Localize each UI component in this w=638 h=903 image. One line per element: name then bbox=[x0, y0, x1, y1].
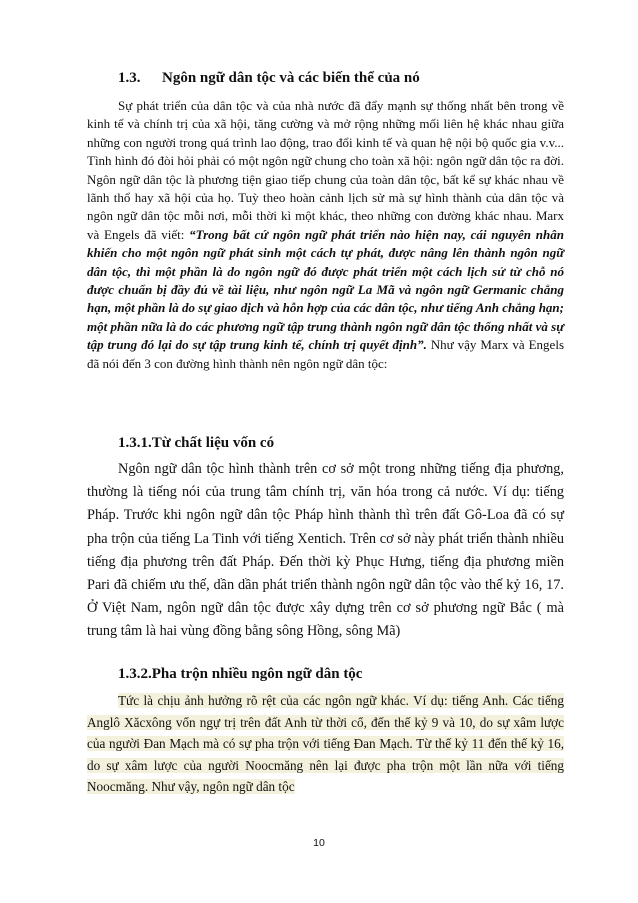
marx-engels-quote: “Trong bất cứ ngôn ngữ phát triển nào hiện nay, cái nguyên nhân khiến cho một ngôn ngữ phát sinh một cách tự phát, được nâng lên thành ngôn ngữ dân tộc, thì một phần là do ngôn ngữ đó được phát triển một cách lịch sử từ chỗ nó được chuẩn bị đầy đủ về tài liệu, như ngôn ngữ La Mã và ngôn ngữ Germanic chẳng hạn, một phần là do sự giao dịch và hỗn hợp của các dân tộc, như tiếng Anh chẳng hạn; một phần nữa là do các phương ngữ tập trung thành ngôn ngữ dân tộc thống nhất và sự tập trung đó lại do sự tập trung kinh tế, chính trị quyết định”. bbox=[87, 226, 564, 353]
section-title: Ngôn ngữ dân tộc và các biến thể của nó bbox=[162, 70, 420, 86]
subsection-heading-2: 1.3.2.Pha trộn nhiều ngôn ngữ dân tộc bbox=[118, 666, 363, 682]
intro-text: Sự phát triển của dân tộc và của nhà nước đã đẩy mạnh sự thống nhất bên trong về kinh tế và chính trị của xã hội, tăng cường và mở rộng những mối liên hệ khác nhau giữa những con người trong quá trình lao động, trao đổi kinh tế và quan hệ nội bộ quốc gia v.v... Tình hình đó đòi hỏi phải có một ngôn ngữ chung cho toàn xã hội: ngôn ngữ dân tộc ra đời. Ngôn ngữ dân tộc là phương tiện giao tiếp chung của toàn dân tộc, bất kể sự khác nhau về lãnh thổ hay xã hội của họ. Tuỳ theo hoàn cảnh lịch sử mà sự hình thành của dân tộc và ngôn ngữ dân tộc mỗi nơi, mỗi thời kì một khác, theo những con đường khác nhau. Marx và Engels đã viết: bbox=[87, 98, 564, 242]
subsection-2-paragraph bbox=[87, 690, 564, 798]
subsection-1-paragraph: Ngôn ngữ dân tộc hình thành trên cơ sở một trong những tiếng địa phương, thường là tiếng nói của trung tâm chính trị, văn hóa trong cả nước. Ví dụ: tiếng Pháp. Trước khi ngôn ngữ dân tộc Pháp hình thành thì trên đất Gô-Loa đã có sự pha trộn của tiếng La Tinh với tiếng Xentich. Trên cơ sở này phát triển thành nhiều tiếng địa phương trên đất Pháp. Đến thời kỳ Phục Hưng, tiếng địa phương miền Pari đã chiếm ưu thế, dần dần phát triển thành ngôn ngữ dân tộc vào thế kỷ 16, 17. Ở Việt Nam, ngôn ngữ dân tộc được xây dựng trên cơ sở phương ngữ Bắc ( mà trung tâm là hai vùng đồng bằng sông Hồng, sông Mã) bbox=[87, 461, 564, 640]
section-number: 1.3. bbox=[118, 70, 141, 86]
subsection-2-text: Tức là chịu ảnh hưởng rõ rệt của các ngôn ngữ khác. Ví dụ: tiếng Anh. Các tiếng Anglô Xăcxông vốn ngự trị trên đất Anh từ thời cổ, đến thế kỷ 9 và 10, do sự xâm lược của người Đan Mạch mà có sự pha trộn với tiếng Đan Mạch. Từ thế kỷ 11 đến thế kỷ 16, do sự xâm lược của người Noocmăng nên lại được pha trộn một lần nữa với tiếng Noocmăng. Như vậy, ngôn ngữ dân tộc bbox=[87, 693, 564, 795]
intro-conclusion: Như vậy Marx và Engels đã nói đến 3 con đường hình thành nên ngôn ngữ dân tộc: bbox=[87, 337, 565, 371]
subsection-heading-1: 1.3.1.Từ chất liệu vốn có bbox=[118, 435, 275, 451]
page-number: 10 bbox=[313, 837, 325, 849]
section-heading bbox=[118, 70, 420, 87]
intro-paragraph bbox=[87, 97, 564, 373]
